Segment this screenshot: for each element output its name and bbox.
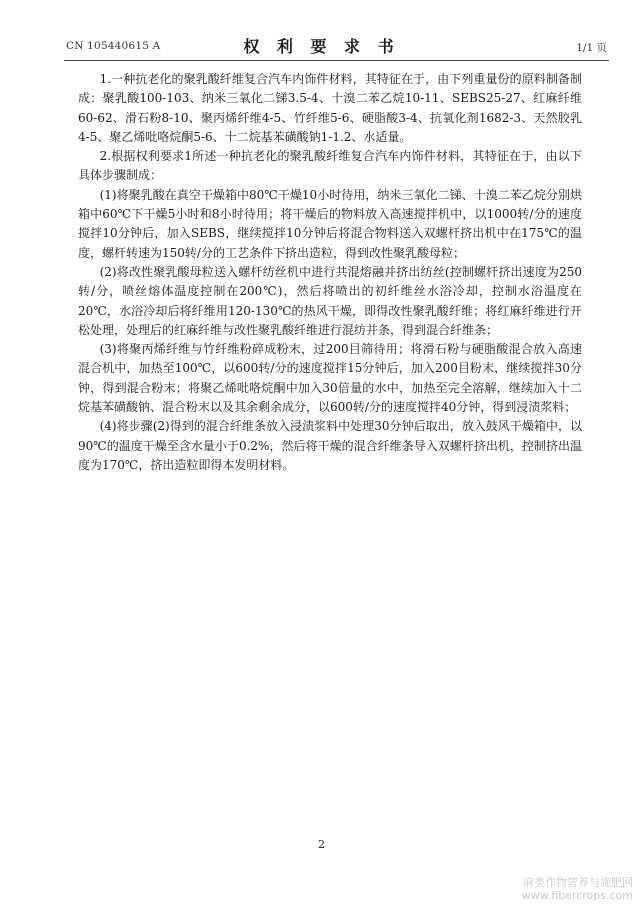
claim-2-step-3: (3)将聚丙烯纤维与竹纤维粉碎成粉末，过200目筛待用；将滑石粉与硬脂酸混合放入高速混合机中，加热至100℃，以600转/分的速度搅拌15分钟后，加入200目粉末，继续搅拌30分钟，得到混合粉末；将聚乙烯吡咯烷酮中加入30倍量的水中，加热至完全溶解，继续加入十二烷基苯磺酸钠、混合粉末以及其余剩余成分，以600转/分的速度搅拌40分钟，得到浸渍浆料；: [78, 342, 582, 415]
watermark-site-name: 麻类作物营养与施肥网: [523, 876, 633, 889]
page-indicator: 1/1 页: [576, 42, 607, 54]
claim-2-step-2: (2)将改性聚乳酸母粒送入螺杆纺丝机中进行共混熔融并挤出纺丝(控制螺杆挤出速度为250转/分，喷丝熔体温度控制在200℃)，然后将喷出的初纤维丝水浴冷却，控制水浴温度在20℃，水浴冷却后将纤维用120-130℃的热风干燥，即得改性聚乳酸纤维；将红麻纤维进行开松处理，处理后的红麻纤维与改性聚乳酸纤维进行混纺并条，得到混合纤维条；: [78, 264, 582, 337]
patent-number: CN 105440615 A: [66, 40, 161, 52]
footer-page-number: 2: [318, 838, 325, 851]
page-title: 权 利 要 求 书: [243, 37, 400, 56]
site-watermark: [522, 876, 633, 902]
claims-body: [78, 70, 582, 475]
claim-2-step-1: (1)将聚乳酸在真空干燥箱中80℃干燥10小时待用，纳米三氧化二锑、十溴二苯乙烷分别烘箱中60℃下干燥5小时和8小时待用；将干燥后的物料放入高速搅拌机中，以1000转/分的速度搅拌10分钟后，加入SEBS，继续搅拌10分钟后将混合物料送入双螺杆挤出机中在175℃的温度，螺杆转速为150转/分的工艺条件下挤出造粒，得到改性聚乳酸母粒；: [78, 187, 582, 260]
watermark-site-url: www.fibercrops.com: [521, 889, 633, 902]
header-divider: [64, 60, 609, 61]
claim-2: 2.根据权利要求1所述一种抗老化的聚乳酸纤维复合汽车内饰件材料，其特征在于，由以下具体步骤制成：: [78, 149, 582, 183]
claim-1: 1.一种抗老化的聚乳酸纤维复合汽车内饰件材料，其特征在于，由下列重量份的原料制备制成：聚乳酸100-103、纳米三氧化二锑3.5-4、十溴二苯乙烷10-11、SEBS25-27、红麻纤维60-62、滑石粉8-10、聚丙烯纤维4-5、竹纤维5-6、硬脂酸3-4、抗氧化剂1682-3、天然胶乳4-5、聚乙烯吡咯烷酮5-6、十二烷基苯磺酸钠1-1.2、水适量。: [78, 72, 582, 144]
claim-2-step-4: (4)将步骤(2)得到的混合纤维条放入浸渍浆料中处理30分钟后取出，放入鼓风干燥箱中，以90℃的温度干燥至含水量小于0.2%，然后将干燥的混合纤维条导入双螺杆挤出机，控制挤出温度为170℃，挤出造粒即得本发明材料。: [78, 419, 582, 472]
